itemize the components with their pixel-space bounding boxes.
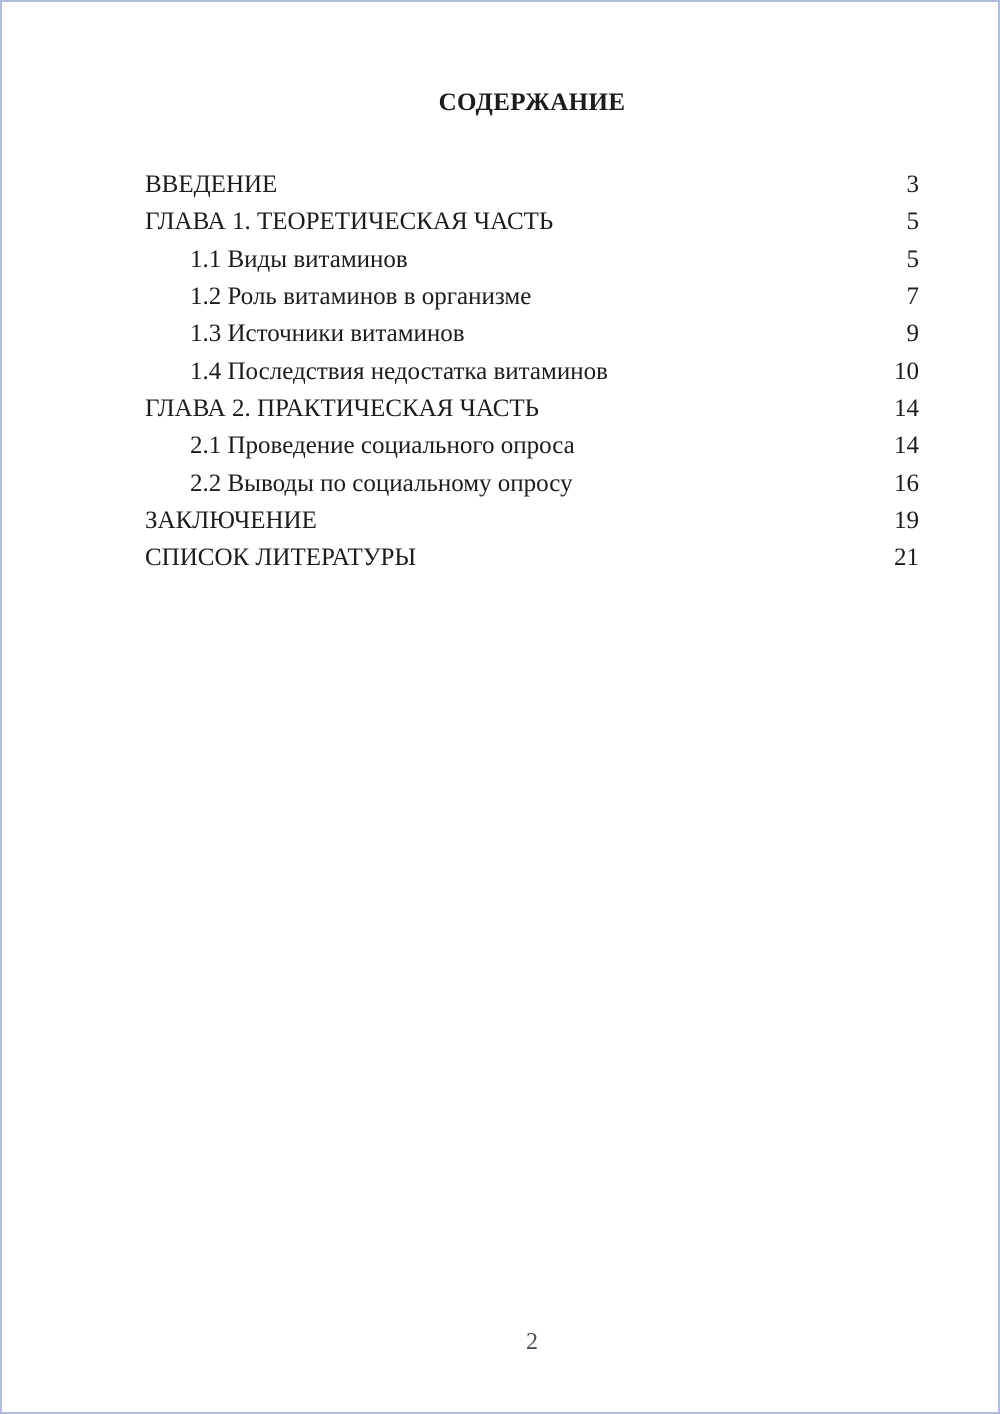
toc-entry-label: 1.3 Источники витаминов bbox=[190, 320, 465, 348]
toc-entry-page: 9 bbox=[906, 320, 919, 348]
toc-entry-page: 16 bbox=[894, 469, 919, 497]
toc-entry-page: 14 bbox=[894, 432, 919, 460]
toc-entry-label: ЗАКЛЮЧЕНИЕ bbox=[145, 507, 317, 535]
toc-entry-page: 5 bbox=[906, 208, 919, 236]
toc-entry-label: СПИСОК ЛИТЕРАТУРЫ bbox=[145, 544, 417, 572]
toc-entry-label: 1.1 Виды витаминов bbox=[190, 245, 408, 273]
toc-entry-label: ГЛАВА 1. ТЕОРЕТИЧЕСКАЯ ЧАСТЬ bbox=[145, 208, 554, 236]
page-number: 2 bbox=[526, 1329, 538, 1355]
toc-entry-page: 21 bbox=[894, 544, 919, 572]
toc-entry bbox=[145, 203, 919, 240]
toc-entry-page: 7 bbox=[906, 283, 919, 311]
toc-entry bbox=[145, 427, 919, 464]
toc-entry bbox=[145, 353, 919, 390]
toc-entry-page: 5 bbox=[906, 245, 919, 273]
toc-entry-label: 2.2 Выводы по социальному опросу bbox=[190, 469, 573, 497]
toc-entry bbox=[145, 241, 919, 278]
toc-title: СОДЕРЖАНИЕ bbox=[438, 89, 626, 116]
toc-entry-label: ВВЕДЕНИЕ bbox=[145, 171, 278, 198]
toc-entry bbox=[145, 502, 919, 539]
toc-entry bbox=[145, 278, 919, 315]
toc-entry-page: 14 bbox=[894, 395, 919, 423]
toc-entry bbox=[145, 315, 919, 352]
toc-entry-label: ГЛАВА 2. ПРАКТИЧЕСКАЯ ЧАСТЬ bbox=[145, 395, 540, 423]
toc-entry-label: 1.4 Последствия недостатка витаминов bbox=[190, 357, 608, 385]
toc-entry bbox=[145, 465, 919, 502]
toc-entry bbox=[145, 539, 919, 576]
toc-entry-page: 19 bbox=[894, 507, 919, 535]
toc-entry-page: 10 bbox=[894, 357, 919, 385]
table-of-contents bbox=[145, 166, 919, 577]
toc-entry bbox=[145, 166, 919, 203]
toc-entry bbox=[145, 390, 919, 427]
toc-entry-label: 2.1 Проведение социального опроса bbox=[190, 432, 575, 460]
toc-entry-page: 3 bbox=[906, 171, 919, 198]
toc-entry-label: 1.2 Роль витаминов в организме bbox=[190, 283, 532, 311]
